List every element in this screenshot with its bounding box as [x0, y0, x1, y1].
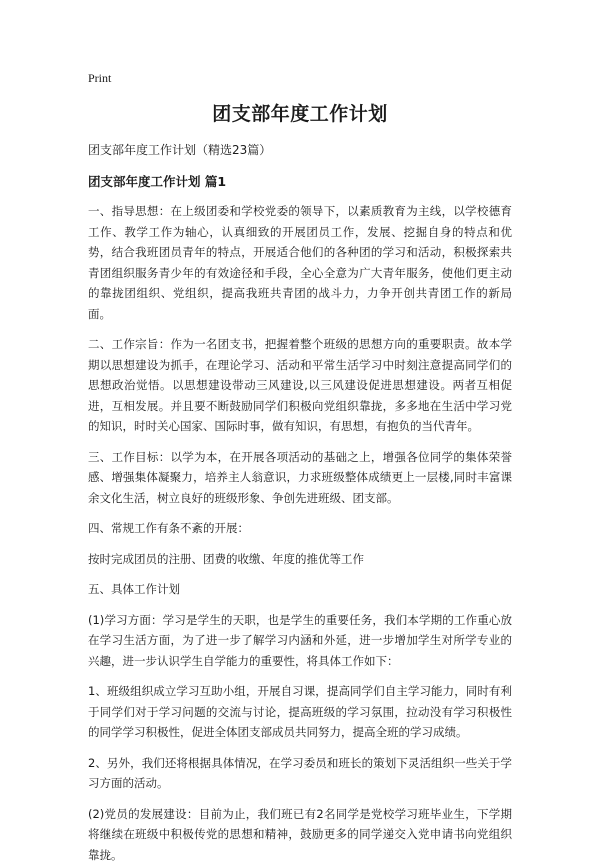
paragraph-work-goal: 三、工作目标：以学为本，在开展各项活动的基础之上，增强各位同学的集体荣誉感、增强集体凝聚力，培养主人翁意识，力求班级整体成绩更上一层楼,同时丰富课余文化生活，树立良好的班级形象、争创先进班级、团支部。 — [88, 447, 512, 509]
document-title: 团支部年度工作计划 — [88, 102, 512, 126]
paragraph-study-activities: 2、另外，我们还将根据具体情况，在学习委员和班长的策划下灵活组织一些关于学习方面的活动。 — [88, 753, 512, 794]
paragraph-plan-heading: 五、具体工作计划 — [88, 579, 512, 600]
paragraph-study: (1)学习方面：学习是学生的天职，也是学生的重要任务，我们本学期的工作重心放在学习生活方面，为了进一步了解学习内涵和外延，进一步增加学生对所学专业的兴趣，进一步认识学生自学能力的重要性，将具体工作如下： — [88, 610, 512, 672]
paragraph-guiding-ideology: 一、指导思想：在上级团委和学校党委的领导下，以素质教育为主线，以学校德育工作、教学工作为轴心，认真细致的开展团员工作，发展、挖掘自身的特点和优势，结合我班团员青年的特点，开展适合他们的各种团的学习和活动，积极探索共青团组织服务青少年的有效途径和手段，全心全意为广大青年服务，使他们更主动的靠拢团组织、党组织，提高我班共青团的战斗力，力争开创共青团工作的新局面。 — [88, 201, 512, 324]
paragraph-party-development: (2)党员的发展建设：目前为止，我们班已有2名同学是党校学习班毕业生，下学期将继续在班级中积极传党的思想和精神，鼓励更多的同学递交入党申请书向党组织靠拢。 — [88, 804, 512, 865]
paragraph-routine-work: 四、常规工作有条不紊的开展： — [88, 518, 512, 539]
paragraph-routine-tasks: 按时完成团员的注册、团费的收缴、年度的推优等工作 — [88, 549, 512, 570]
print-link[interactable]: Print — [88, 70, 512, 86]
section-heading: 团支部年度工作计划 篇1 — [88, 173, 512, 190]
document-subtitle: 团支部年度工作计划（精选23篇） — [88, 142, 512, 159]
paragraph-study-group: 1、班级组织成立学习互助小组，开展自习课，提高同学们自主学习能力，同时有利于同学们对于学习问题的交流与讨论，提高班级的学习氛围，拉动没有学习积极性的同学学习积极性，促进全体团支部成员共同努力，提高全班的学习成绩。 — [88, 681, 512, 743]
paragraph-work-purpose: 二、工作宗旨：作为一名团支书，把握着整个班级的思想方向的重要职责。故本学期以思想建设为抓手，在理论学习、活动和平常生活学习中时刻注意提高同学们的思想政治觉悟。以思想建设带动三风建设,以三风建设促进思想建设。两者互相促进，互相发展。并且要不断鼓励同学们积极向党组织靠拢，多多地在生活中学习党的知识，时时关心国家、国际时事，做有知识，有思想，有抱负的当代青年。 — [88, 334, 512, 437]
